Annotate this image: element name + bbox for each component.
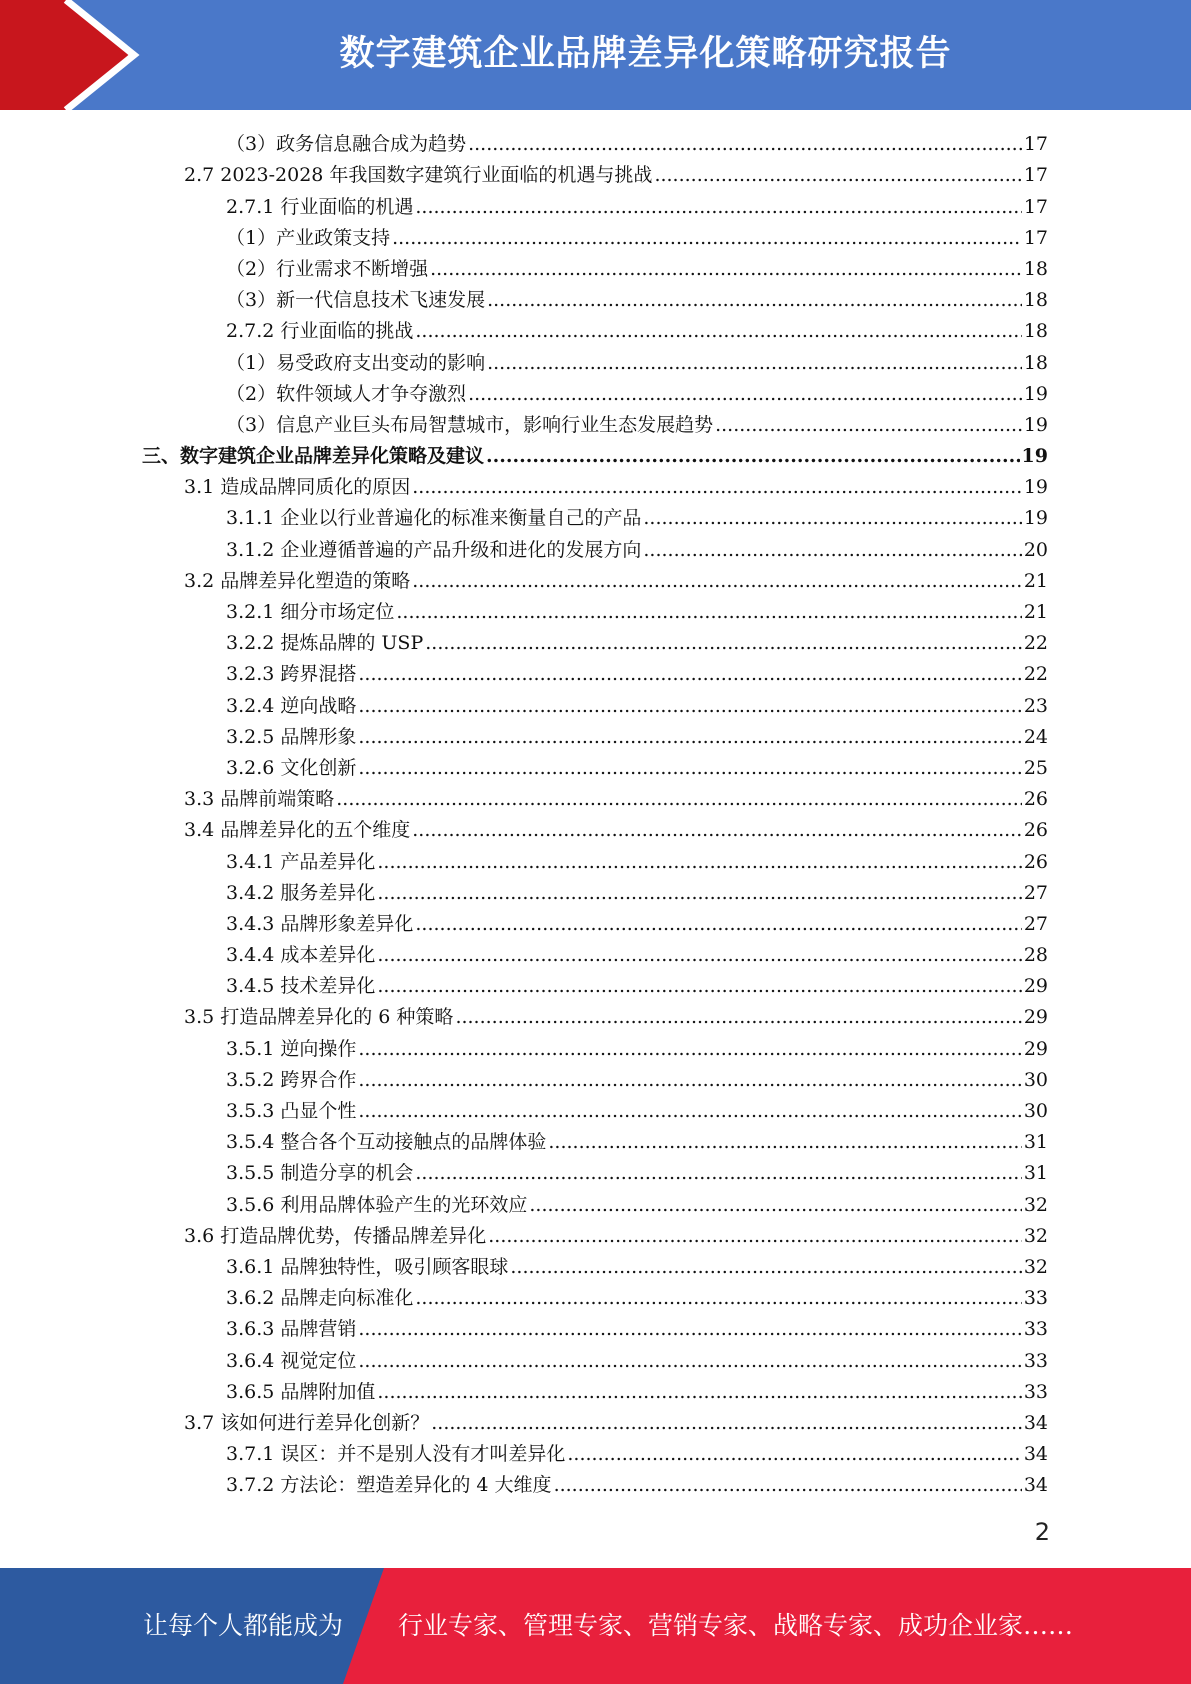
toc-entry[interactable] bbox=[0, 1062, 1191, 1093]
toc-entry-title: 3.2 品牌差异化塑造的策略 bbox=[184, 569, 411, 592]
toc-entry-title: 3.2.4 逆向战略 bbox=[226, 694, 357, 717]
toc-entry[interactable] bbox=[0, 968, 1191, 999]
toc-dot-leader bbox=[468, 131, 1022, 157]
toc-entry[interactable] bbox=[0, 1218, 1191, 1249]
toc-entry-page: 34 bbox=[1023, 1474, 1048, 1497]
toc-entry[interactable] bbox=[0, 1280, 1191, 1311]
toc-dot-leader bbox=[510, 1254, 1021, 1280]
toc-entry[interactable] bbox=[0, 220, 1191, 251]
toc-entry-page: 24 bbox=[1023, 725, 1048, 748]
toc-entry-page: 33 bbox=[1023, 1287, 1048, 1310]
toc-dot-leader bbox=[358, 661, 1021, 687]
toc-entry-title: 3.7 该如何进行差异化创新？ bbox=[184, 1411, 430, 1434]
toc-entry-title: 3.6.3 品牌营销 bbox=[226, 1318, 357, 1341]
toc-dot-leader bbox=[529, 1192, 1021, 1218]
page-footer bbox=[0, 1568, 1191, 1684]
toc-entry-title: 3.6 打造品牌优势，传播品牌差异化 bbox=[184, 1224, 487, 1247]
toc-entry-page: 31 bbox=[1023, 1162, 1048, 1185]
toc-entry[interactable] bbox=[0, 1155, 1191, 1186]
toc-dot-leader bbox=[412, 817, 1022, 843]
page-number: 2 bbox=[1034, 1518, 1050, 1546]
toc-entry-page: 26 bbox=[1023, 850, 1048, 873]
toc-entry[interactable] bbox=[0, 750, 1191, 781]
toc-entry-page: 17 bbox=[1023, 226, 1048, 249]
toc-entry-title: 3.6.1 品牌独特性，吸引顾客眼球 bbox=[226, 1255, 509, 1278]
toc-entry-page: 29 bbox=[1023, 975, 1048, 998]
toc-dot-leader bbox=[358, 693, 1021, 719]
toc-entry[interactable] bbox=[0, 188, 1191, 219]
toc-dot-leader bbox=[377, 942, 1021, 968]
toc-dot-leader bbox=[654, 162, 1021, 188]
toc-entry-title: 3.2.2 提炼品牌的 USP bbox=[226, 632, 424, 655]
toc-entry-title: 3.2.6 文化创新 bbox=[226, 756, 357, 779]
toc-entry-page: 32 bbox=[1023, 1224, 1048, 1247]
toc-entry-title: （3）新一代信息技术飞速发展 bbox=[226, 289, 486, 312]
toc-entry[interactable] bbox=[0, 1374, 1191, 1405]
toc-dot-leader bbox=[567, 1441, 1021, 1467]
toc-entry-title: 3.2.3 跨界混搭 bbox=[226, 663, 357, 686]
toc-dot-leader bbox=[415, 1160, 1021, 1186]
toc-entry-page: 23 bbox=[1023, 694, 1048, 717]
toc-entry-title: （3）信息产业巨头布局智慧城市，影响行业生态发展趋势 bbox=[226, 413, 714, 436]
toc-entry-title: 3.5.4 整合各个互动接触点的品牌体验 bbox=[226, 1131, 547, 1154]
toc-dot-leader bbox=[415, 194, 1021, 220]
toc-dot-leader bbox=[643, 537, 1021, 563]
toc-entry-title: 3.2.1 细分市场定位 bbox=[226, 601, 395, 623]
toc-entry[interactable] bbox=[0, 999, 1191, 1030]
toc-entry[interactable] bbox=[0, 1093, 1191, 1124]
toc-entry-title: 2.7 2023-2028 年我国数字建筑行业面临的机遇与挑战 bbox=[184, 164, 653, 187]
toc-entry[interactable] bbox=[0, 812, 1191, 843]
toc-dot-leader bbox=[468, 381, 1022, 407]
toc-entry[interactable] bbox=[0, 1030, 1191, 1061]
toc-entry-page: 32 bbox=[1023, 1255, 1048, 1278]
toc-dot-leader bbox=[415, 318, 1021, 344]
toc-entry-title: 3.1.2 企业遵循普遍的产品升级和进化的发展方向 bbox=[226, 538, 642, 561]
toc-entry[interactable] bbox=[0, 469, 1191, 500]
toc-entry[interactable] bbox=[0, 282, 1191, 313]
toc-entry-title: 3.5.2 跨界合作 bbox=[226, 1068, 357, 1091]
toc-entry-title: 3.7.2 方法论：塑造差异化的 4 大维度 bbox=[226, 1474, 552, 1497]
toc-dot-leader bbox=[392, 225, 1022, 251]
toc-entry-page: 26 bbox=[1023, 788, 1048, 811]
toc-entry[interactable] bbox=[0, 1342, 1191, 1373]
toc-dot-leader bbox=[415, 911, 1021, 937]
toc-entry[interactable] bbox=[0, 687, 1191, 718]
toc-entry-page: 29 bbox=[1023, 1037, 1048, 1060]
toc-entry-page: 18 bbox=[1023, 257, 1048, 280]
toc-dot-leader bbox=[487, 287, 1022, 313]
toc-entry[interactable] bbox=[0, 875, 1191, 906]
toc-entry[interactable] bbox=[0, 906, 1191, 937]
toc-entry-title: 3.3 品牌前端策略 bbox=[184, 788, 335, 811]
toc-entry[interactable] bbox=[0, 531, 1191, 562]
toc-entry-title: 3.7.1 误区：并不是别人没有才叫差异化 bbox=[226, 1443, 566, 1466]
toc-entry-page: 19 bbox=[1023, 382, 1048, 405]
toc-entry-page: 17 bbox=[1023, 164, 1048, 187]
footer-slogan-left: 让每个人都能成为 bbox=[143, 1611, 344, 1640]
toc-entry[interactable] bbox=[0, 500, 1191, 531]
toc-entry-page: 30 bbox=[1023, 1100, 1048, 1122]
toc-entry[interactable] bbox=[0, 126, 1191, 157]
toc-entry[interactable] bbox=[0, 1405, 1191, 1436]
toc-entry[interactable] bbox=[0, 1311, 1191, 1342]
toc-entry-page: 29 bbox=[1023, 1006, 1048, 1029]
toc-entry-title: 3.5.1 逆向操作 bbox=[226, 1037, 357, 1060]
toc-dot-leader bbox=[430, 256, 1022, 282]
toc-entry[interactable] bbox=[0, 438, 1191, 469]
toc-dot-leader bbox=[487, 350, 1022, 376]
footer-slogan-right: 行业专家、管理专家、营销专家、战略专家、成功企业家…… bbox=[398, 1611, 1074, 1640]
toc-entry-page: 33 bbox=[1023, 1380, 1048, 1403]
toc-entry-page: 18 bbox=[1023, 320, 1048, 343]
toc-dot-leader bbox=[377, 849, 1021, 875]
toc-dot-leader bbox=[431, 1410, 1022, 1436]
toc-entry[interactable] bbox=[0, 313, 1191, 344]
toc-entry-title: （1）易受政府支出变动的影响 bbox=[226, 351, 486, 374]
toc-entry-page: 34 bbox=[1023, 1411, 1048, 1434]
toc-entry-title: 3.4.2 服务差异化 bbox=[226, 881, 376, 904]
toc-entry-title: 3.5.3 凸显个性 bbox=[226, 1100, 357, 1122]
toc-entry-page: 32 bbox=[1023, 1193, 1048, 1216]
toc-entry-page: 19 bbox=[1021, 445, 1048, 468]
toc-dot-leader bbox=[377, 973, 1021, 999]
toc-entry[interactable] bbox=[0, 376, 1191, 407]
toc-dot-leader bbox=[488, 1223, 1022, 1249]
toc-entry[interactable] bbox=[0, 781, 1191, 812]
toc-entry-page: 30 bbox=[1023, 1068, 1048, 1091]
toc-dot-leader bbox=[358, 1098, 1021, 1124]
toc-entry-page: 34 bbox=[1023, 1443, 1048, 1466]
toc-entry-page: 19 bbox=[1023, 413, 1048, 436]
toc-entry-title: （2）行业需求不断增强 bbox=[226, 257, 429, 280]
toc-entry-title: 2.7.1 行业面临的机遇 bbox=[226, 195, 414, 218]
toc-entry-title: 3.4.3 品牌形象差异化 bbox=[226, 912, 414, 935]
table-of-contents bbox=[0, 126, 1191, 1498]
toc-entry-title: 3.5.5 制造分享的机会 bbox=[226, 1162, 414, 1185]
toc-entry-page: 26 bbox=[1023, 819, 1048, 842]
toc-entry-title: （3）政务信息融合成为趋势 bbox=[226, 133, 467, 156]
toc-entry-title: 三、数字建筑企业品牌差异化策略及建议 bbox=[142, 445, 485, 468]
toc-entry-page: 27 bbox=[1023, 912, 1048, 935]
toc-entry[interactable] bbox=[0, 251, 1191, 282]
toc-dot-leader bbox=[377, 880, 1021, 906]
toc-entry-page: 27 bbox=[1023, 881, 1048, 904]
toc-entry[interactable] bbox=[0, 407, 1191, 438]
toc-entry-page: 31 bbox=[1023, 1131, 1048, 1154]
toc-dot-leader bbox=[715, 412, 1022, 438]
toc-dot-leader bbox=[377, 1379, 1021, 1405]
toc-entry-title: 3.4.1 产品差异化 bbox=[226, 850, 376, 873]
toc-entry[interactable] bbox=[0, 1186, 1191, 1217]
toc-entry-title: （2）软件领域人才争夺激烈 bbox=[226, 382, 467, 405]
toc-dot-leader bbox=[554, 1472, 1022, 1498]
page-header bbox=[0, 0, 1191, 110]
report-title: 数字建筑企业品牌差异化策略研究报告 bbox=[339, 34, 952, 74]
toc-entry[interactable] bbox=[0, 344, 1191, 375]
toc-entry-title: 3.2.5 品牌形象 bbox=[226, 725, 357, 748]
toc-entry-title: 3.4.5 技术差异化 bbox=[226, 975, 376, 998]
toc-entry-title: 2.7.2 行业面临的挑战 bbox=[226, 320, 414, 343]
toc-entry[interactable] bbox=[0, 1124, 1191, 1155]
toc-dot-leader bbox=[358, 1316, 1021, 1342]
toc-entry[interactable] bbox=[0, 594, 1191, 625]
toc-dot-leader bbox=[412, 474, 1022, 500]
toc-entry-page: 33 bbox=[1023, 1349, 1048, 1372]
toc-entry-page: 22 bbox=[1023, 663, 1048, 686]
toc-entry[interactable] bbox=[0, 563, 1191, 594]
toc-entry[interactable] bbox=[0, 1436, 1191, 1467]
toc-entry-title: 3.1.1 企业以行业普遍化的标准来衡量自己的产品 bbox=[226, 507, 642, 530]
toc-dot-leader bbox=[548, 1129, 1021, 1155]
toc-entry-title: 3.6.2 品牌走向标准化 bbox=[226, 1287, 414, 1310]
toc-dot-leader bbox=[425, 630, 1022, 656]
toc-entry-title: 3.5.6 利用品牌体验产生的光环效应 bbox=[226, 1193, 528, 1216]
toc-dot-leader bbox=[358, 724, 1021, 750]
toc-entry-page: 21 bbox=[1023, 601, 1048, 623]
toc-entry-title: 3.6.5 品牌附加值 bbox=[226, 1380, 376, 1403]
toc-entry[interactable] bbox=[0, 843, 1191, 874]
toc-entry-page: 20 bbox=[1023, 538, 1048, 561]
toc-entry-page: 19 bbox=[1023, 507, 1048, 530]
toc-entry-title: 3.6.4 视觉定位 bbox=[226, 1349, 357, 1372]
toc-entry-page: 18 bbox=[1023, 289, 1048, 312]
toc-entry[interactable] bbox=[0, 1249, 1191, 1280]
toc-entry[interactable] bbox=[0, 625, 1191, 656]
toc-dot-leader bbox=[412, 568, 1022, 594]
toc-entry-page: 21 bbox=[1023, 569, 1048, 592]
toc-entry-title: 3.4 品牌差异化的五个维度 bbox=[184, 819, 411, 842]
toc-entry-page: 17 bbox=[1023, 133, 1048, 156]
toc-entry-page: 18 bbox=[1023, 351, 1048, 374]
toc-entry[interactable] bbox=[0, 937, 1191, 968]
toc-dot-leader bbox=[358, 755, 1021, 781]
toc-entry-page: 33 bbox=[1023, 1318, 1048, 1341]
toc-entry[interactable] bbox=[0, 656, 1191, 687]
toc-entry-title: （1）产业政策支持 bbox=[226, 226, 391, 249]
toc-dot-leader bbox=[358, 1067, 1021, 1093]
toc-entry-page: 28 bbox=[1023, 944, 1048, 967]
toc-entry[interactable] bbox=[0, 1467, 1191, 1498]
toc-entry-title: 3.1 造成品牌同质化的原因 bbox=[184, 476, 411, 499]
toc-entry-page: 17 bbox=[1023, 195, 1048, 218]
toc-dot-leader bbox=[336, 786, 1022, 812]
toc-dot-leader bbox=[643, 505, 1021, 531]
toc-entry-page: 22 bbox=[1023, 632, 1048, 655]
toc-dot-leader bbox=[415, 1285, 1021, 1311]
toc-entry-page: 25 bbox=[1023, 756, 1048, 779]
toc-entry-title: 3.4.4 成本差异化 bbox=[226, 944, 376, 967]
toc-dot-leader bbox=[455, 1004, 1021, 1030]
toc-dot-leader bbox=[396, 599, 1021, 625]
toc-entry[interactable] bbox=[0, 157, 1191, 188]
toc-dot-leader bbox=[358, 1348, 1021, 1374]
toc-entry-title: 3.5 打造品牌差异化的 6 种策略 bbox=[184, 1006, 454, 1029]
toc-dot-leader bbox=[486, 443, 1020, 469]
toc-entry[interactable] bbox=[0, 719, 1191, 750]
toc-dot-leader bbox=[358, 1036, 1021, 1062]
toc-entry-page: 19 bbox=[1023, 476, 1048, 499]
